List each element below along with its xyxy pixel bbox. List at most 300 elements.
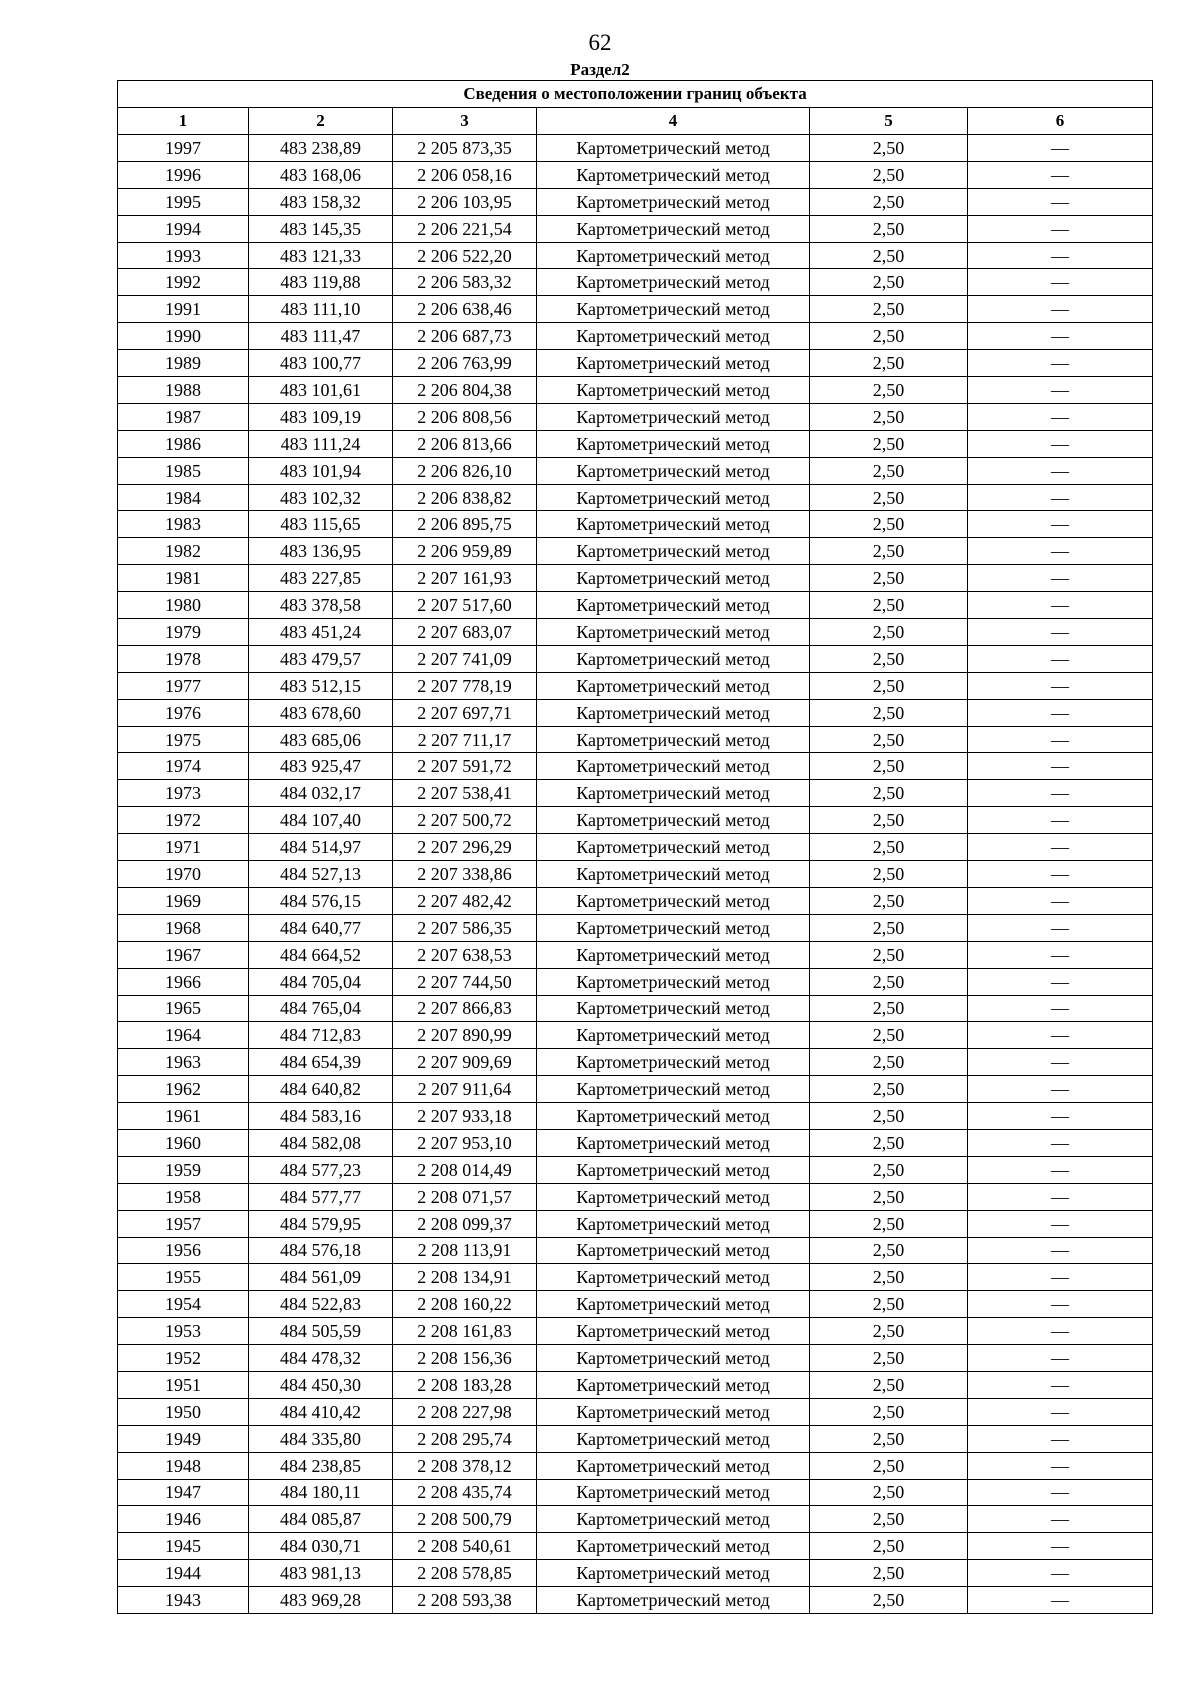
description-cell: — xyxy=(968,1237,1153,1264)
accuracy-cell: 2,50 xyxy=(810,161,968,188)
table-row xyxy=(118,941,1153,968)
method-cell: Картометрический метод xyxy=(537,1156,810,1183)
method-cell: Картометрический метод xyxy=(537,1318,810,1345)
x-coordinate-cell: 484 654,39 xyxy=(249,1049,393,1076)
description-cell: — xyxy=(968,1479,1153,1506)
table-row xyxy=(118,726,1153,753)
method-cell: Картометрический метод xyxy=(537,538,810,565)
y-coordinate-cell: 2 207 953,10 xyxy=(393,1129,537,1156)
accuracy-cell: 2,50 xyxy=(810,1076,968,1103)
y-coordinate-cell: 2 207 697,71 xyxy=(393,699,537,726)
method-cell: Картометрический метод xyxy=(537,1560,810,1587)
accuracy-cell: 2,50 xyxy=(810,699,968,726)
table-row xyxy=(118,995,1153,1022)
point-number-cell: 1952 xyxy=(118,1345,249,1372)
table-row xyxy=(118,323,1153,350)
method-cell: Картометрический метод xyxy=(537,941,810,968)
table-row xyxy=(118,1560,1153,1587)
description-cell: — xyxy=(968,1076,1153,1103)
y-coordinate-cell: 2 206 058,16 xyxy=(393,161,537,188)
x-coordinate-cell: 483 111,10 xyxy=(249,296,393,323)
x-coordinate-cell: 484 450,30 xyxy=(249,1371,393,1398)
description-cell: — xyxy=(968,1318,1153,1345)
x-coordinate-cell: 484 478,32 xyxy=(249,1345,393,1372)
accuracy-cell: 2,50 xyxy=(810,941,968,968)
point-number-cell: 1954 xyxy=(118,1291,249,1318)
point-number-cell: 1976 xyxy=(118,699,249,726)
y-coordinate-cell: 2 206 522,20 xyxy=(393,242,537,269)
point-number-cell: 1965 xyxy=(118,995,249,1022)
point-number-cell: 1995 xyxy=(118,188,249,215)
table-row xyxy=(118,807,1153,834)
description-cell: — xyxy=(968,161,1153,188)
method-cell: Картометрический метод xyxy=(537,672,810,699)
description-cell: — xyxy=(968,941,1153,968)
y-coordinate-cell: 2 206 804,38 xyxy=(393,377,537,404)
point-number-cell: 1962 xyxy=(118,1076,249,1103)
accuracy-cell: 2,50 xyxy=(810,1506,968,1533)
method-cell: Картометрический метод xyxy=(537,1210,810,1237)
method-cell: Картометрический метод xyxy=(537,753,810,780)
table-row xyxy=(118,1587,1153,1614)
table-body xyxy=(118,135,1153,1614)
method-cell: Картометрический метод xyxy=(537,861,810,888)
table-row xyxy=(118,1156,1153,1183)
x-coordinate-cell: 484 712,83 xyxy=(249,1022,393,1049)
table-row xyxy=(118,1129,1153,1156)
y-coordinate-cell: 2 208 113,91 xyxy=(393,1237,537,1264)
method-cell: Картометрический метод xyxy=(537,135,810,162)
y-coordinate-cell: 2 207 890,99 xyxy=(393,1022,537,1049)
accuracy-cell: 2,50 xyxy=(810,1425,968,1452)
point-number-cell: 1945 xyxy=(118,1533,249,1560)
y-coordinate-cell: 2 208 134,91 xyxy=(393,1264,537,1291)
accuracy-cell: 2,50 xyxy=(810,296,968,323)
accuracy-cell: 2,50 xyxy=(810,619,968,646)
point-number-cell: 1953 xyxy=(118,1318,249,1345)
table-row xyxy=(118,1183,1153,1210)
accuracy-cell: 2,50 xyxy=(810,592,968,619)
point-number-cell: 1982 xyxy=(118,538,249,565)
method-cell: Картометрический метод xyxy=(537,1479,810,1506)
x-coordinate-cell: 483 111,47 xyxy=(249,323,393,350)
method-cell: Картометрический метод xyxy=(537,645,810,672)
description-cell: — xyxy=(968,887,1153,914)
table-row xyxy=(118,1210,1153,1237)
y-coordinate-cell: 2 206 895,75 xyxy=(393,511,537,538)
x-coordinate-cell: 483 136,95 xyxy=(249,538,393,565)
x-coordinate-cell: 483 101,94 xyxy=(249,457,393,484)
y-coordinate-cell: 2 208 578,85 xyxy=(393,1560,537,1587)
table-row xyxy=(118,887,1153,914)
x-coordinate-cell: 483 121,33 xyxy=(249,242,393,269)
accuracy-cell: 2,50 xyxy=(810,1533,968,1560)
x-coordinate-cell: 483 378,58 xyxy=(249,592,393,619)
description-cell: — xyxy=(968,1049,1153,1076)
method-cell: Картометрический метод xyxy=(537,1291,810,1318)
description-cell: — xyxy=(968,323,1153,350)
x-coordinate-cell: 483 678,60 xyxy=(249,699,393,726)
x-coordinate-cell: 483 238,89 xyxy=(249,135,393,162)
point-number-cell: 1946 xyxy=(118,1506,249,1533)
point-number-cell: 1996 xyxy=(118,161,249,188)
accuracy-cell: 2,50 xyxy=(810,645,968,672)
method-cell: Картометрический метод xyxy=(537,1533,810,1560)
y-coordinate-cell: 2 206 959,89 xyxy=(393,538,537,565)
table-row xyxy=(118,269,1153,296)
point-number-cell: 1971 xyxy=(118,834,249,861)
y-coordinate-cell: 2 206 583,32 xyxy=(393,269,537,296)
point-number-cell: 1968 xyxy=(118,914,249,941)
y-coordinate-cell: 2 206 103,95 xyxy=(393,188,537,215)
y-coordinate-cell: 2 206 813,66 xyxy=(393,430,537,457)
x-coordinate-cell: 483 111,24 xyxy=(249,430,393,457)
accuracy-cell: 2,50 xyxy=(810,430,968,457)
y-coordinate-cell: 2 207 517,60 xyxy=(393,592,537,619)
x-coordinate-cell: 484 582,08 xyxy=(249,1129,393,1156)
method-cell: Картометрический метод xyxy=(537,968,810,995)
column-header: 2 xyxy=(249,108,393,135)
description-cell: — xyxy=(968,780,1153,807)
table-row xyxy=(118,1103,1153,1130)
table-row xyxy=(118,1076,1153,1103)
description-cell: — xyxy=(968,1103,1153,1130)
description-cell: — xyxy=(968,242,1153,269)
x-coordinate-cell: 484 030,71 xyxy=(249,1533,393,1560)
description-cell: — xyxy=(968,1129,1153,1156)
method-cell: Картометрический метод xyxy=(537,780,810,807)
x-coordinate-cell: 484 705,04 xyxy=(249,968,393,995)
point-number-cell: 1990 xyxy=(118,323,249,350)
accuracy-cell: 2,50 xyxy=(810,968,968,995)
table-row xyxy=(118,699,1153,726)
point-number-cell: 1983 xyxy=(118,511,249,538)
method-cell: Картометрический метод xyxy=(537,215,810,242)
table-row xyxy=(118,1398,1153,1425)
description-cell: — xyxy=(968,1156,1153,1183)
point-number-cell: 1959 xyxy=(118,1156,249,1183)
point-number-cell: 1974 xyxy=(118,753,249,780)
y-coordinate-cell: 2 208 500,79 xyxy=(393,1506,537,1533)
x-coordinate-cell: 484 032,17 xyxy=(249,780,393,807)
description-cell: — xyxy=(968,1210,1153,1237)
y-coordinate-cell: 2 207 538,41 xyxy=(393,780,537,807)
y-coordinate-cell: 2 208 295,74 xyxy=(393,1425,537,1452)
method-cell: Картометрический метод xyxy=(537,1398,810,1425)
point-number-cell: 1964 xyxy=(118,1022,249,1049)
point-number-cell: 1948 xyxy=(118,1452,249,1479)
method-cell: Картометрический метод xyxy=(537,1183,810,1210)
table-row xyxy=(118,834,1153,861)
y-coordinate-cell: 2 208 071,57 xyxy=(393,1183,537,1210)
description-cell: — xyxy=(968,377,1153,404)
y-coordinate-cell: 2 208 099,37 xyxy=(393,1210,537,1237)
table-row xyxy=(118,1049,1153,1076)
y-coordinate-cell: 2 207 711,17 xyxy=(393,726,537,753)
method-cell: Картометрический метод xyxy=(537,1345,810,1372)
y-coordinate-cell: 2 208 378,12 xyxy=(393,1452,537,1479)
description-cell: — xyxy=(968,1183,1153,1210)
x-coordinate-cell: 483 168,06 xyxy=(249,161,393,188)
table-row xyxy=(118,780,1153,807)
y-coordinate-cell: 2 207 866,83 xyxy=(393,995,537,1022)
table-row xyxy=(118,1022,1153,1049)
x-coordinate-cell: 484 180,11 xyxy=(249,1479,393,1506)
method-cell: Картометрический метод xyxy=(537,1452,810,1479)
accuracy-cell: 2,50 xyxy=(810,377,968,404)
method-cell: Картометрический метод xyxy=(537,1129,810,1156)
description-cell: — xyxy=(968,592,1153,619)
x-coordinate-cell: 484 514,97 xyxy=(249,834,393,861)
x-coordinate-cell: 484 640,77 xyxy=(249,914,393,941)
table-row xyxy=(118,1291,1153,1318)
method-cell: Картометрический метод xyxy=(537,887,810,914)
description-cell: — xyxy=(968,726,1153,753)
table-caption: Сведения о местоположении границ объекта xyxy=(118,81,1153,108)
method-cell: Картометрический метод xyxy=(537,377,810,404)
point-number-cell: 1980 xyxy=(118,592,249,619)
description-cell: — xyxy=(968,1587,1153,1614)
point-number-cell: 1951 xyxy=(118,1371,249,1398)
x-coordinate-cell: 484 576,18 xyxy=(249,1237,393,1264)
table-row xyxy=(118,430,1153,457)
description-cell: — xyxy=(968,1022,1153,1049)
accuracy-cell: 2,50 xyxy=(810,242,968,269)
point-number-cell: 1973 xyxy=(118,780,249,807)
page-number: 62 xyxy=(588,30,612,55)
accuracy-cell: 2,50 xyxy=(810,1318,968,1345)
point-number-cell: 1997 xyxy=(118,135,249,162)
column-header: 1 xyxy=(118,108,249,135)
y-coordinate-cell: 2 208 014,49 xyxy=(393,1156,537,1183)
description-cell: — xyxy=(968,1264,1153,1291)
y-coordinate-cell: 2 206 687,73 xyxy=(393,323,537,350)
description-cell: — xyxy=(968,645,1153,672)
table-row xyxy=(118,350,1153,377)
description-cell: — xyxy=(968,457,1153,484)
x-coordinate-cell: 484 576,15 xyxy=(249,887,393,914)
table-row xyxy=(118,242,1153,269)
x-coordinate-cell: 483 101,61 xyxy=(249,377,393,404)
y-coordinate-cell: 2 208 156,36 xyxy=(393,1345,537,1372)
method-cell: Картометрический метод xyxy=(537,323,810,350)
y-coordinate-cell: 2 206 221,54 xyxy=(393,215,537,242)
accuracy-cell: 2,50 xyxy=(810,484,968,511)
point-number-cell: 1979 xyxy=(118,619,249,646)
point-number-cell: 1955 xyxy=(118,1264,249,1291)
x-coordinate-cell: 483 512,15 xyxy=(249,672,393,699)
table-row xyxy=(118,861,1153,888)
description-cell: — xyxy=(968,914,1153,941)
accuracy-cell: 2,50 xyxy=(810,1345,968,1372)
table-row xyxy=(118,296,1153,323)
y-coordinate-cell: 2 206 638,46 xyxy=(393,296,537,323)
y-coordinate-cell: 2 208 227,98 xyxy=(393,1398,537,1425)
table-row xyxy=(118,457,1153,484)
method-cell: Картометрический метод xyxy=(537,565,810,592)
table-row xyxy=(118,484,1153,511)
description-cell: — xyxy=(968,834,1153,861)
method-cell: Картометрический метод xyxy=(537,403,810,430)
point-number-cell: 1950 xyxy=(118,1398,249,1425)
point-number-cell: 1981 xyxy=(118,565,249,592)
y-coordinate-cell: 2 208 183,28 xyxy=(393,1371,537,1398)
description-cell: — xyxy=(968,807,1153,834)
method-cell: Картометрический метод xyxy=(537,1587,810,1614)
y-coordinate-cell: 2 207 741,09 xyxy=(393,645,537,672)
accuracy-cell: 2,50 xyxy=(810,1183,968,1210)
description-cell: — xyxy=(968,296,1153,323)
point-number-cell: 1966 xyxy=(118,968,249,995)
accuracy-cell: 2,50 xyxy=(810,269,968,296)
description-cell: — xyxy=(968,215,1153,242)
y-coordinate-cell: 2 207 338,86 xyxy=(393,861,537,888)
y-coordinate-cell: 2 207 591,72 xyxy=(393,753,537,780)
table-row xyxy=(118,1345,1153,1372)
y-coordinate-cell: 2 207 296,29 xyxy=(393,834,537,861)
point-number-cell: 1993 xyxy=(118,242,249,269)
accuracy-cell: 2,50 xyxy=(810,861,968,888)
point-number-cell: 1989 xyxy=(118,350,249,377)
table-row xyxy=(118,135,1153,162)
point-number-cell: 1985 xyxy=(118,457,249,484)
boundary-table xyxy=(117,80,1153,1614)
x-coordinate-cell: 483 685,06 xyxy=(249,726,393,753)
description-cell: — xyxy=(968,1452,1153,1479)
accuracy-cell: 2,50 xyxy=(810,1560,968,1587)
method-cell: Картометрический метод xyxy=(537,914,810,941)
accuracy-cell: 2,50 xyxy=(810,457,968,484)
method-cell: Картометрический метод xyxy=(537,484,810,511)
description-cell: — xyxy=(968,1425,1153,1452)
x-coordinate-cell: 484 335,80 xyxy=(249,1425,393,1452)
x-coordinate-cell: 484 522,83 xyxy=(249,1291,393,1318)
description-cell: — xyxy=(968,861,1153,888)
table-row xyxy=(118,645,1153,672)
accuracy-cell: 2,50 xyxy=(810,538,968,565)
accuracy-cell: 2,50 xyxy=(810,188,968,215)
table-row xyxy=(118,1264,1153,1291)
x-coordinate-cell: 484 577,77 xyxy=(249,1183,393,1210)
x-coordinate-cell: 483 119,88 xyxy=(249,269,393,296)
table-row xyxy=(118,1479,1153,1506)
point-number-cell: 1984 xyxy=(118,484,249,511)
accuracy-cell: 2,50 xyxy=(810,1156,968,1183)
point-number-cell: 1978 xyxy=(118,645,249,672)
table-row xyxy=(118,188,1153,215)
y-coordinate-cell: 2 207 933,18 xyxy=(393,1103,537,1130)
column-header: 3 xyxy=(393,108,537,135)
point-number-cell: 1947 xyxy=(118,1479,249,1506)
point-number-cell: 1986 xyxy=(118,430,249,457)
accuracy-cell: 2,50 xyxy=(810,1237,968,1264)
method-cell: Картометрический метод xyxy=(537,1425,810,1452)
description-cell: — xyxy=(968,135,1153,162)
table-row xyxy=(118,753,1153,780)
table-row xyxy=(118,403,1153,430)
method-cell: Картометрический метод xyxy=(537,619,810,646)
accuracy-cell: 2,50 xyxy=(810,1452,968,1479)
method-cell: Картометрический метод xyxy=(537,807,810,834)
method-cell: Картометрический метод xyxy=(537,161,810,188)
method-cell: Картометрический метод xyxy=(537,1264,810,1291)
y-coordinate-cell: 2 207 161,93 xyxy=(393,565,537,592)
point-number-cell: 1960 xyxy=(118,1129,249,1156)
y-coordinate-cell: 2 207 744,50 xyxy=(393,968,537,995)
table-row xyxy=(118,1506,1153,1533)
point-number-cell: 1987 xyxy=(118,403,249,430)
accuracy-cell: 2,50 xyxy=(810,1129,968,1156)
accuracy-cell: 2,50 xyxy=(810,995,968,1022)
y-coordinate-cell: 2 207 683,07 xyxy=(393,619,537,646)
method-cell: Картометрический метод xyxy=(537,834,810,861)
description-cell: — xyxy=(968,672,1153,699)
x-coordinate-cell: 483 981,13 xyxy=(249,1560,393,1587)
table-row xyxy=(118,1452,1153,1479)
x-coordinate-cell: 484 107,40 xyxy=(249,807,393,834)
table-row xyxy=(118,538,1153,565)
description-cell: — xyxy=(968,1533,1153,1560)
x-coordinate-cell: 483 969,28 xyxy=(249,1587,393,1614)
description-cell: — xyxy=(968,538,1153,565)
accuracy-cell: 2,50 xyxy=(810,1479,968,1506)
method-cell: Картометрический метод xyxy=(537,1076,810,1103)
accuracy-cell: 2,50 xyxy=(810,887,968,914)
x-coordinate-cell: 484 410,42 xyxy=(249,1398,393,1425)
x-coordinate-cell: 484 765,04 xyxy=(249,995,393,1022)
x-coordinate-cell: 483 227,85 xyxy=(249,565,393,592)
description-cell: — xyxy=(968,484,1153,511)
y-coordinate-cell: 2 207 500,72 xyxy=(393,807,537,834)
table-row xyxy=(118,161,1153,188)
table-row xyxy=(118,377,1153,404)
y-coordinate-cell: 2 207 909,69 xyxy=(393,1049,537,1076)
point-number-cell: 1943 xyxy=(118,1587,249,1614)
description-cell: — xyxy=(968,1398,1153,1425)
point-number-cell: 1958 xyxy=(118,1183,249,1210)
y-coordinate-cell: 2 206 838,82 xyxy=(393,484,537,511)
x-coordinate-cell: 483 451,24 xyxy=(249,619,393,646)
y-coordinate-cell: 2 207 482,42 xyxy=(393,887,537,914)
x-coordinate-cell: 484 640,82 xyxy=(249,1076,393,1103)
x-coordinate-cell: 483 102,32 xyxy=(249,484,393,511)
accuracy-cell: 2,50 xyxy=(810,215,968,242)
point-number-cell: 1977 xyxy=(118,672,249,699)
table-row xyxy=(118,619,1153,646)
point-number-cell: 1963 xyxy=(118,1049,249,1076)
table-row xyxy=(118,1237,1153,1264)
description-cell: — xyxy=(968,565,1153,592)
accuracy-cell: 2,50 xyxy=(810,1398,968,1425)
y-coordinate-cell: 2 207 778,19 xyxy=(393,672,537,699)
description-cell: — xyxy=(968,430,1153,457)
x-coordinate-cell: 483 158,32 xyxy=(249,188,393,215)
accuracy-cell: 2,50 xyxy=(810,834,968,861)
method-cell: Картометрический метод xyxy=(537,1103,810,1130)
description-cell: — xyxy=(968,1560,1153,1587)
accuracy-cell: 2,50 xyxy=(810,1291,968,1318)
table-row xyxy=(118,1425,1153,1452)
method-cell: Картометрический метод xyxy=(537,726,810,753)
accuracy-cell: 2,50 xyxy=(810,1103,968,1130)
y-coordinate-cell: 2 208 435,74 xyxy=(393,1479,537,1506)
x-coordinate-cell: 483 479,57 xyxy=(249,645,393,672)
table-row xyxy=(118,914,1153,941)
accuracy-cell: 2,50 xyxy=(810,135,968,162)
accuracy-cell: 2,50 xyxy=(810,780,968,807)
method-cell: Картометрический метод xyxy=(537,350,810,377)
y-coordinate-cell: 2 206 763,99 xyxy=(393,350,537,377)
